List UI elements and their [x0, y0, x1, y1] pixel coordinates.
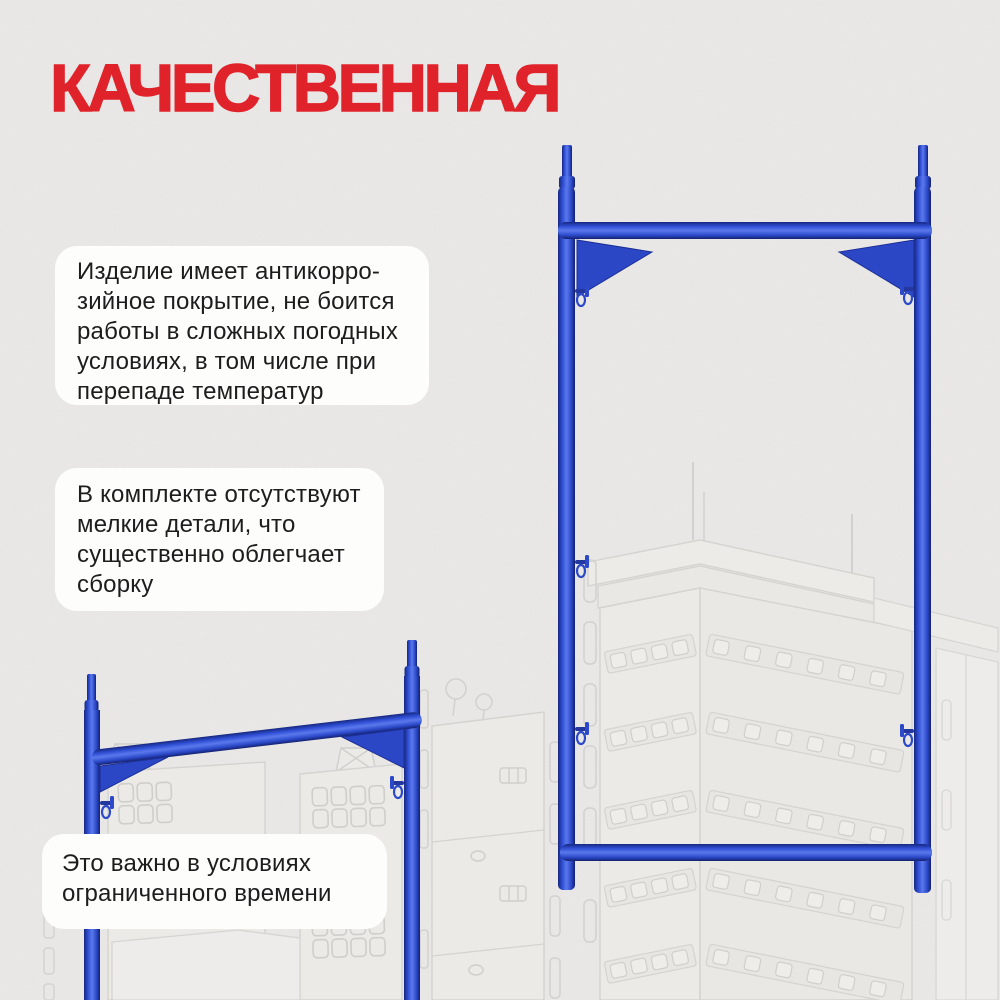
feature-card-line: Это важно в условиях: [62, 850, 312, 877]
feature-card-line: мелкие детали, что: [77, 511, 296, 538]
feature-card-line: сборку: [77, 571, 154, 598]
feature-card-time: [42, 834, 387, 929]
scaffold-frame-large-image: [558, 145, 932, 893]
feature-card-line: перепаде температур: [77, 378, 324, 405]
feature-card-line: Изделие имеет антикорро-: [77, 258, 381, 285]
feature-card-no-small-parts: [55, 468, 384, 611]
feature-card-line: существенно облегчает: [77, 541, 345, 568]
feature-card-line: В комплекте отсутствуют: [77, 481, 361, 508]
feature-card-line: ограниченного времени: [62, 880, 332, 907]
scaffold-frame-small-image: [84, 640, 423, 1000]
feature-card-line: условиях, в том числе при: [77, 348, 377, 375]
page-title: КАЧЕСТВЕННАЯ: [50, 51, 558, 126]
feature-card-coating: [55, 246, 429, 405]
feature-card-line: работы в сложных погодных: [77, 318, 399, 345]
feature-card-line: зийное покрытие, не боится: [77, 288, 395, 315]
